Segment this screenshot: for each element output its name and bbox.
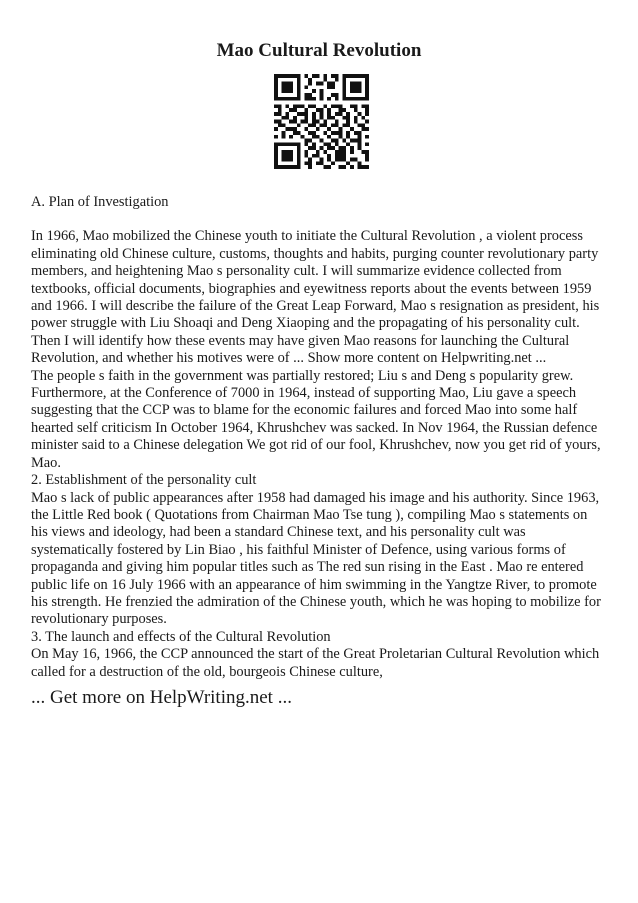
document-body [31, 194, 607, 681]
qr-code-icon [274, 74, 369, 169]
section-3-heading: 3. The launch and effects of the Cultural Revolution [31, 628, 331, 645]
paragraph: Mao s lack of public appearances after 1958 had damaged his image and his authority. Since 1963, the Little Red book ( Quotations from Chairman Mao Tse tung ), compiling Mao s statements on his views and ideology, had been a standard Chinese text, and his personality cult was systematically fostered by Lin Biao , his faithful Minister of Defence, using various forms of propaganda and giving him popular titles such as The red sun rising in the East . Mao re entered public life on 16 July 1966 with an appearance of him swimming in the Yangtze River, to promote his strength. He frenzied the admiration of the Chinese youth, which he was hoping to mobilize for revolutionary purposes. [31, 489, 601, 628]
paragraph: On May 16, 1966, the CCP announced the start of the Great Proletarian Cultural Revolution which called for a destruction of the old, bourgeois Chinese culture, [31, 646, 600, 680]
section-2-heading: 2. Establishment of the personality cult [31, 472, 257, 489]
paragraph: The people s faith in the government was partially restored; Liu s and Deng s popularity grew. Furthermore, at the Conference of 7000 in 1964, instead of supporting Mao, Liu gave a speech suggesting that the CCP was to blame for the economic failures and forced Mao into some half hearted self criticism In October 1964, Khrushchev was sacked. In Nov 1964, the Russian defence minister said to a Chinese delegation We got rid of our fool, Khrushchev, now you get rid of yours, Mao. [31, 367, 601, 471]
paragraph: In 1966, Mao mobilized the Chinese youth to initiate the Cultural Revolution , a violent process eliminating old Chinese culture, customs, thoughts and habits, purging counter revolutionary party members, and heightening Mao s personality cult. I will summarize evidence collected from textbooks, official documents, biographies and eyewitness reports about the events between 1959 and 1966. I will describe the failure of the Great Leap Forward, Mao s resignation as president, his power struggle with Liu Shoaqi and Deng Xiaoping and the propagating of his personality cult. Then I will identify how these events may have given Mao reasons for launching the Cultural Revolution, and whether his motives were of ... Show more content on Helpwriting.net ... [31, 228, 600, 367]
document-title: Mao Cultural Revolution [216, 40, 422, 61]
get-more-link[interactable]: ... Get more on HelpWriting.net ... [31, 687, 292, 708]
section-a-heading: A. Plan of Investigation [31, 194, 169, 210]
